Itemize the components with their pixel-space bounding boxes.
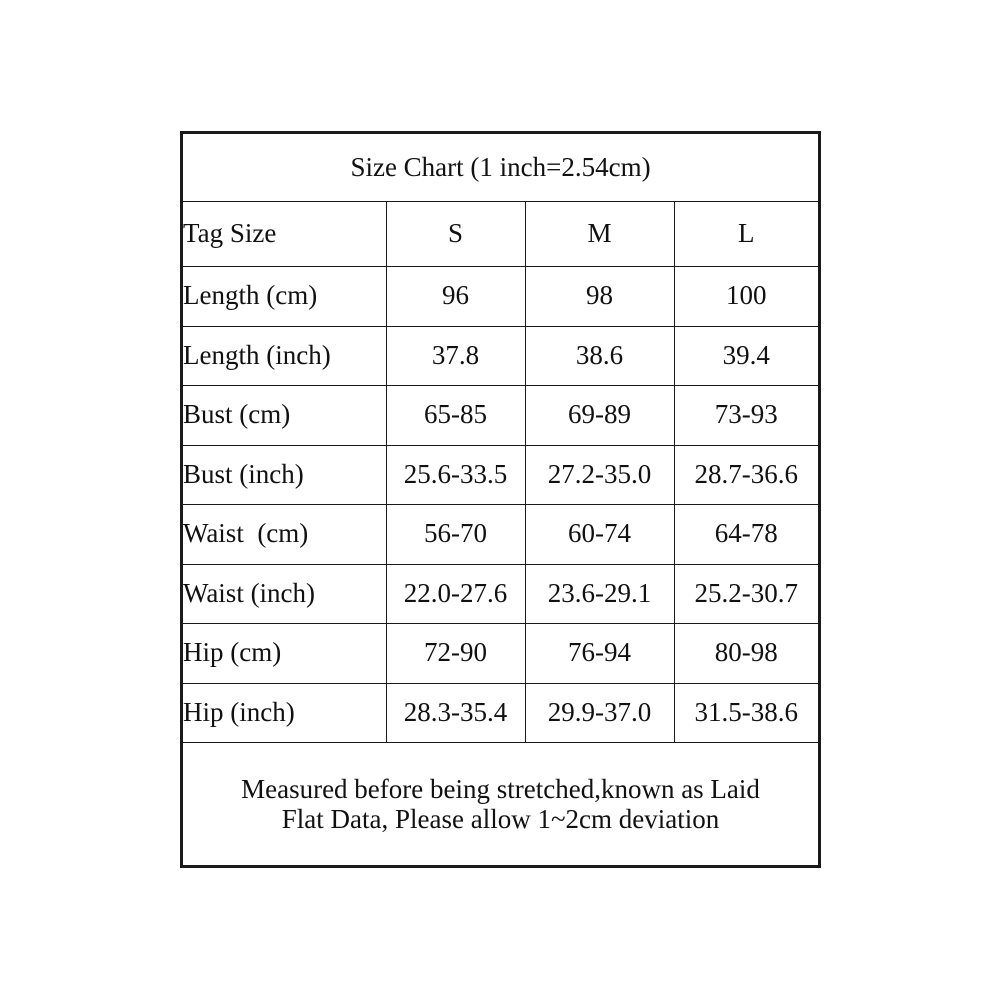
value-cell: 98 bbox=[525, 267, 674, 327]
footer-row bbox=[183, 743, 818, 868]
header-row bbox=[183, 202, 818, 267]
value-cell: 28.7-36.6 bbox=[674, 445, 818, 505]
value-cell: 60-74 bbox=[525, 505, 674, 565]
value-cell: 100 bbox=[674, 267, 818, 327]
row-label: Bust (cm) bbox=[183, 386, 386, 446]
table-row bbox=[183, 564, 818, 624]
value-cell: 56-70 bbox=[386, 505, 525, 565]
footer-note bbox=[183, 743, 818, 868]
value-cell: 38.6 bbox=[525, 326, 674, 386]
row-label: Waist (cm) bbox=[183, 505, 386, 565]
footer-line-2: Flat Data, Please allow 1~2cm deviation bbox=[281, 804, 720, 834]
table-row bbox=[183, 624, 818, 684]
row-label: Length (inch) bbox=[183, 326, 386, 386]
row-label: Length (cm) bbox=[183, 267, 386, 327]
table-row bbox=[183, 445, 818, 505]
value-cell: 27.2-35.0 bbox=[525, 445, 674, 505]
value-cell: 39.4 bbox=[674, 326, 818, 386]
value-cell: 80-98 bbox=[674, 624, 818, 684]
size-chart-table bbox=[183, 134, 818, 867]
value-cell: 64-78 bbox=[674, 505, 818, 565]
table-row bbox=[183, 267, 818, 327]
row-label: Hip (inch) bbox=[183, 683, 386, 743]
row-label: Waist (inch) bbox=[183, 564, 386, 624]
value-cell: 72-90 bbox=[386, 624, 525, 684]
table-row bbox=[183, 386, 818, 446]
title-row bbox=[183, 134, 818, 202]
chart-title: Size Chart (1 inch=2.54cm) bbox=[183, 134, 818, 202]
value-cell: 28.3-35.4 bbox=[386, 683, 525, 743]
value-cell: 31.5-38.6 bbox=[674, 683, 818, 743]
value-cell: 37.8 bbox=[386, 326, 525, 386]
size-chart-body bbox=[183, 134, 818, 867]
value-cell: 96 bbox=[386, 267, 525, 327]
value-cell: 76-94 bbox=[525, 624, 674, 684]
value-cell: 29.9-37.0 bbox=[525, 683, 674, 743]
value-cell: 69-89 bbox=[525, 386, 674, 446]
size-chart bbox=[180, 131, 821, 868]
value-cell: 73-93 bbox=[674, 386, 818, 446]
footer-line-1: Measured before being stretched,known as Laid bbox=[241, 774, 760, 805]
row-label: Bust (inch) bbox=[183, 445, 386, 505]
header-size-s: S bbox=[386, 202, 525, 267]
value-cell: 25.6-33.5 bbox=[386, 445, 525, 505]
header-label: Tag Size bbox=[183, 202, 386, 267]
table-row bbox=[183, 505, 818, 565]
value-cell: 65-85 bbox=[386, 386, 525, 446]
value-cell: 25.2-30.7 bbox=[674, 564, 818, 624]
value-cell: 22.0-27.6 bbox=[386, 564, 525, 624]
table-row bbox=[183, 683, 818, 743]
header-size-l: L bbox=[674, 202, 818, 267]
row-label: Hip (cm) bbox=[183, 624, 386, 684]
table-row bbox=[183, 326, 818, 386]
value-cell: 23.6-29.1 bbox=[525, 564, 674, 624]
header-size-m: M bbox=[525, 202, 674, 267]
